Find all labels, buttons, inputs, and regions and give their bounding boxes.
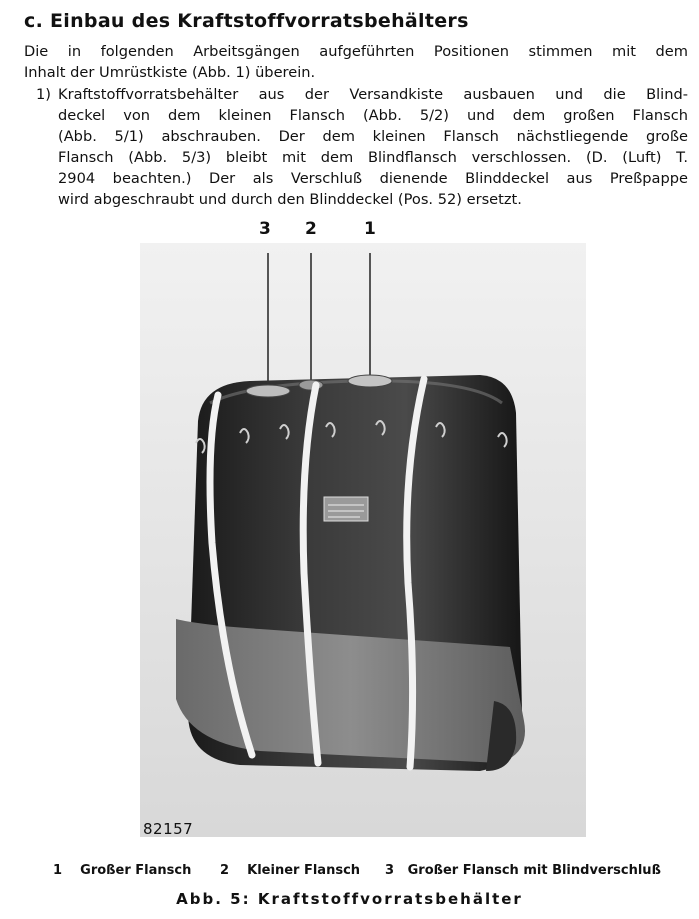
step-line: (Abb. 5/1) abschrauben. Der dem kleinen Flansch nächstliegende große (58, 128, 688, 145)
intro-paragraph (24, 41, 688, 83)
step-line: deckel von dem kleinen Flansch (Abb. 5/2) und dem großen Flansch (58, 107, 688, 124)
legend-text: Großer Flansch (80, 863, 192, 878)
callout-1: 1 (364, 219, 376, 239)
step-line: Kraftstoffvorratsbehälter aus der Versandkiste ausbauen und die Blind- (58, 86, 688, 103)
photo-number: 82157 (143, 820, 194, 838)
legend-item-2 (220, 863, 360, 878)
step-line: wird abgeschraubt und durch den Blinddeckel (Pos. 52) ersetzt. (58, 191, 522, 208)
legend-number: 1 (53, 863, 63, 878)
intro-line-2: Inhalt der Umrüstkiste (Abb. 1) überein. (24, 64, 316, 81)
section-heading: c. Einbau des Kraftstoffvorratsbehälters (24, 10, 469, 32)
figure-caption: Abb. 5: Kraftstoffvorratsbehälter (176, 890, 523, 908)
legend-text: Kleiner Flansch (247, 863, 361, 878)
fuel-tank-photo (140, 243, 586, 837)
callout-3: 3 (259, 219, 271, 239)
legend-item-1 (53, 863, 191, 878)
step-line: 2904 beachten.) Der als Verschluß dienende Blinddeckel aus Preßpappe (58, 170, 688, 187)
step-text (58, 84, 688, 210)
legend-text: Großer Flansch mit Blindverschluß (407, 863, 661, 878)
callout-2: 2 (305, 219, 317, 239)
step-line: Flansch (Abb. 5/3) bleibt mit dem Blindflansch verschlossen. (D. (Luft) T. (58, 149, 688, 166)
intro-line-1: Die in folgenden Arbeitsgängen aufgeführten Positionen stimmen mit dem (24, 43, 688, 60)
legend-number: 2 (220, 863, 230, 878)
legend-item-3 (385, 863, 661, 878)
legend-number: 3 (385, 863, 395, 878)
step-number: 1) (36, 86, 51, 103)
